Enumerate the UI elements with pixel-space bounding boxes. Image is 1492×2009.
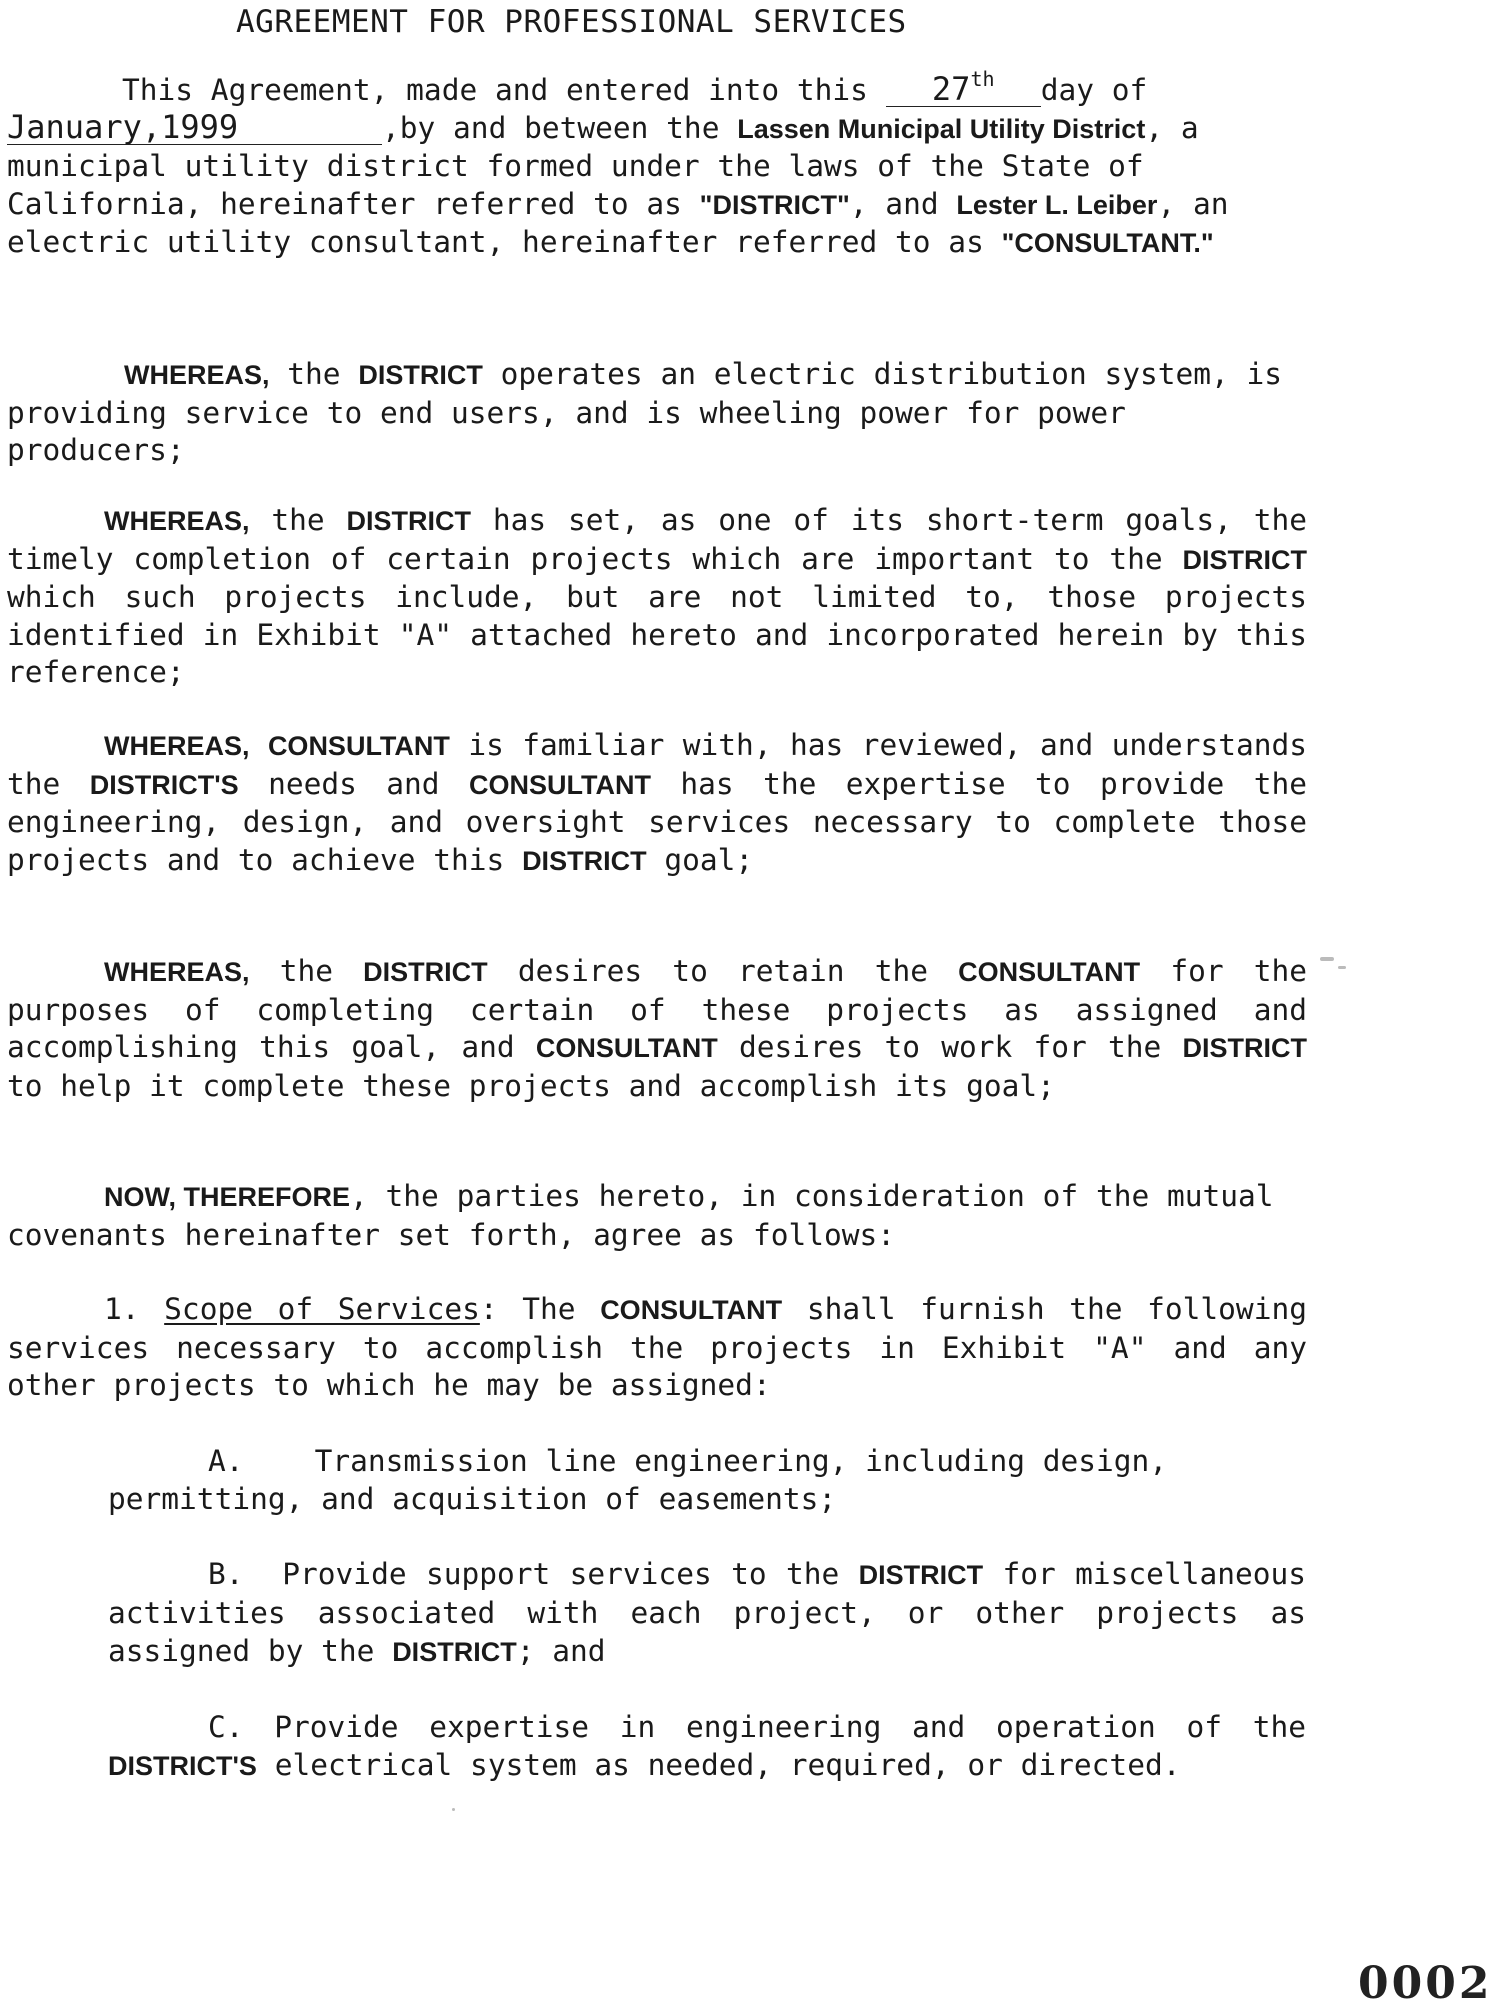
whereas-paragraph-4: WHEREAS, the DISTRICT desires to retain the CONSULTANT for the purposes of completing certain of these projects as assigned and accomplishing this goal, and CONSULTANT desires to work for the DISTRICT to help it complete these projects and accomplish its goal;: [7, 954, 1308, 1103]
scan-speck: [1320, 957, 1334, 961]
item-a: A. Transmission line engineering, including design, permitting, and acquisition of easements;: [108, 1444, 1168, 1516]
document-title: AGREEMENT FOR PROFESSIONAL SERVICES: [236, 4, 907, 40]
district-label: "DISTRICT": [699, 189, 850, 220]
section-1-heading: Scope of Services: [164, 1292, 480, 1326]
scan-speck: [1338, 966, 1346, 969]
whereas-paragraph-1: WHEREAS, the DISTRICT operates an electric distribution system, is providing service to end users, and is wheeling power for power producers;: [7, 357, 1283, 467]
item-b: B. Provide support services to the DISTRICT for miscellaneous activities associated with each project, or other projects as assigned by the DISTRICT; and: [108, 1557, 1307, 1668]
whereas-paragraph-3: WHEREAS, CONSULTANT is familiar with, has reviewed, and understands the DISTRICT'S needs and CONSULTANT has the expertise to provide the engineering, design, and oversight services necessary to complete those projects and to achieve this DISTRICT goal;: [7, 728, 1308, 877]
district-name: Lassen Municipal Utility District: [737, 113, 1146, 144]
page-number: 0002: [1358, 1958, 1492, 2009]
whereas-paragraph-2: WHEREAS, the DISTRICT has set, as one of its short-term goals, the timely completion of certain projects which are important to the DISTRICT which such projects include, but are not limited to, those projects identified in Exhibit "A" attached hereto and incorporated herein by this reference;: [7, 503, 1308, 689]
intro-paragraph: This Agreement, made and entered into this 27th day of January,1999 ,by and between the Lassen Municipal Utility District, a municipal utility district formed under the laws of the State of California, hereinafter referred to as "DISTRICT", and Lester L. Leiber, an electric utility consultant, hereinafter referred to as "CONSULTANT.": [7, 67, 1229, 259]
intro-text-1: This Agreement, made and entered into this: [122, 73, 868, 107]
consultant-label: "CONSULTANT.": [1001, 228, 1214, 258]
intro-text-2: day of: [1040, 73, 1148, 107]
day-field: 27th: [886, 72, 1041, 107]
consultant-name: Lester L. Leiber: [956, 189, 1158, 220]
scan-speck: [452, 1808, 455, 1811]
item-c: C. Provide expertise in engineering and operation of the DISTRICT'S electrical system as needed, required, or directed.: [108, 1710, 1306, 1782]
now-therefore-paragraph: NOW, THEREFORE, the parties hereto, in consideration of the mutual covenants hereinafter set forth, agree as follows:: [7, 1179, 1274, 1252]
section-1-paragraph: 1. Scope of Services: The CONSULTANT shall furnish the following services necessary to accomplish the projects in Exhibit "A" and any other projects to which he may be assigned:: [7, 1292, 1307, 1402]
month-year-field: January,1999: [7, 110, 382, 145]
